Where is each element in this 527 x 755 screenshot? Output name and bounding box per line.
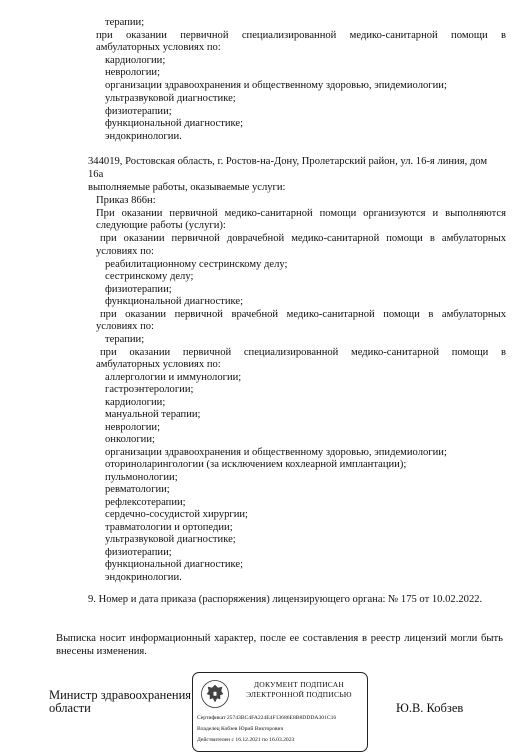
- list-item: организации здравоохранения и общественному здоровью, эпидемиологии;: [105, 447, 447, 458]
- section-a-therapy: терапии;: [105, 17, 145, 28]
- address-line1: 344019, Ростовская область, г. Ростов-на-Дону, Пролетарский район, ул. 16-я линия, дом: [88, 156, 488, 167]
- stamp-owner: Владелец Кобзев Юрий Викторович: [197, 726, 284, 732]
- section-a-specialized-line1: при оказании первичной специализированной медико-санитарной помощи в: [96, 30, 506, 41]
- intro-line1: При оказании первичной медико-санитарной помощи организуются и выполняются: [96, 208, 506, 219]
- list-item: ревматологии;: [105, 484, 170, 495]
- list-item: оториноларингологии (за исключением кохлеарной имплантации);: [105, 459, 407, 470]
- note-line2: внесены изменения.: [56, 646, 147, 657]
- note-line1: Выписка носит информационный характер, после ее составления в реестр лицензий могли быть: [56, 633, 503, 644]
- coat-of-arms-icon: [200, 679, 230, 709]
- intro-line2: следующие работы (услуги):: [96, 220, 226, 231]
- specialized-line2: амбулаторных условиях по:: [96, 359, 221, 370]
- list-item: функциональной диагностике;: [105, 296, 244, 307]
- list-item: физиотерапии;: [105, 547, 172, 558]
- list-item: кардиологии;: [105, 55, 166, 66]
- list-item: сердечно-сосудистой хирургии;: [105, 509, 249, 520]
- list-item: аллергологии и иммунологии;: [105, 372, 242, 383]
- list-item: эндокринологии.: [105, 572, 182, 583]
- list-item: гастроэнтерологии;: [105, 384, 194, 395]
- order-number-line: 9. Номер и дата приказа (распоряжения) лицензирующего органа: № 175 от 10.02.2022.: [88, 594, 483, 605]
- list-item: ультразвуковой диагностике;: [105, 534, 236, 545]
- list-item: терапии;: [105, 334, 145, 345]
- stamp-certificate: Сертификат 25743BC4FA224E4F13686E8B8DDDA301C16: [197, 715, 337, 721]
- list-item: ультразвуковой диагностике;: [105, 93, 236, 104]
- physician-line1: при оказании первичной врачебной медико-санитарной помощи в амбулаторных: [100, 309, 506, 320]
- list-item: неврологии;: [105, 422, 161, 433]
- section-a-specialized-line2: амбулаторных условиях по:: [96, 42, 221, 53]
- list-item: физиотерапии;: [105, 284, 172, 295]
- prehospital-line2: условиях по:: [96, 246, 154, 257]
- physician-line2: условиях по:: [96, 321, 154, 332]
- stamp-heading-line2: ЭЛЕКТРОННОЙ ПОДПИСЬЮ: [246, 690, 352, 699]
- signatory-title-line2: области: [49, 701, 91, 715]
- list-item: рефлексотерапии;: [105, 497, 186, 508]
- signatory-title-line1: Министр здравоохранения: [49, 688, 192, 702]
- list-item: функциональной диагностике;: [105, 118, 244, 129]
- list-item: сестринскому делу;: [105, 271, 194, 282]
- prehospital-line1: при оказании первичной доврачебной медико-санитарной помощи в амбулаторных: [100, 233, 506, 244]
- list-item: травматологии и ортопедии;: [105, 522, 233, 533]
- order-label: Приказ 866н:: [96, 195, 156, 206]
- works-heading: выполняемые работы, оказываемые услуги:: [88, 182, 286, 193]
- stamp-validity: Действителен с 16.12.2021 по 16.03.2023: [197, 737, 295, 743]
- list-item: организации здравоохранения и общественному здоровью, эпидемиологии;: [105, 80, 447, 91]
- list-item: неврологии;: [105, 67, 161, 78]
- list-item: мануальной терапии;: [105, 409, 201, 420]
- list-item: онкологии;: [105, 434, 155, 445]
- list-item: физиотерапии;: [105, 106, 172, 117]
- electronic-signature-stamp: [192, 672, 368, 752]
- address-line2: 16а: [88, 169, 104, 180]
- list-item: эндокринологии.: [105, 131, 182, 142]
- list-item: пульмонологии;: [105, 472, 178, 483]
- signatory-name: Ю.В. Кобзев: [396, 701, 464, 715]
- specialized-line1: при оказании первичной специализированной медико-санитарной помощи в: [100, 347, 506, 358]
- list-item: функциональной диагностике;: [105, 559, 244, 570]
- list-item: реабилитационному сестринскому делу;: [105, 259, 288, 270]
- stamp-heading-line1: ДОКУМЕНТ ПОДПИСАН: [253, 680, 345, 689]
- list-item: кардиологии;: [105, 397, 166, 408]
